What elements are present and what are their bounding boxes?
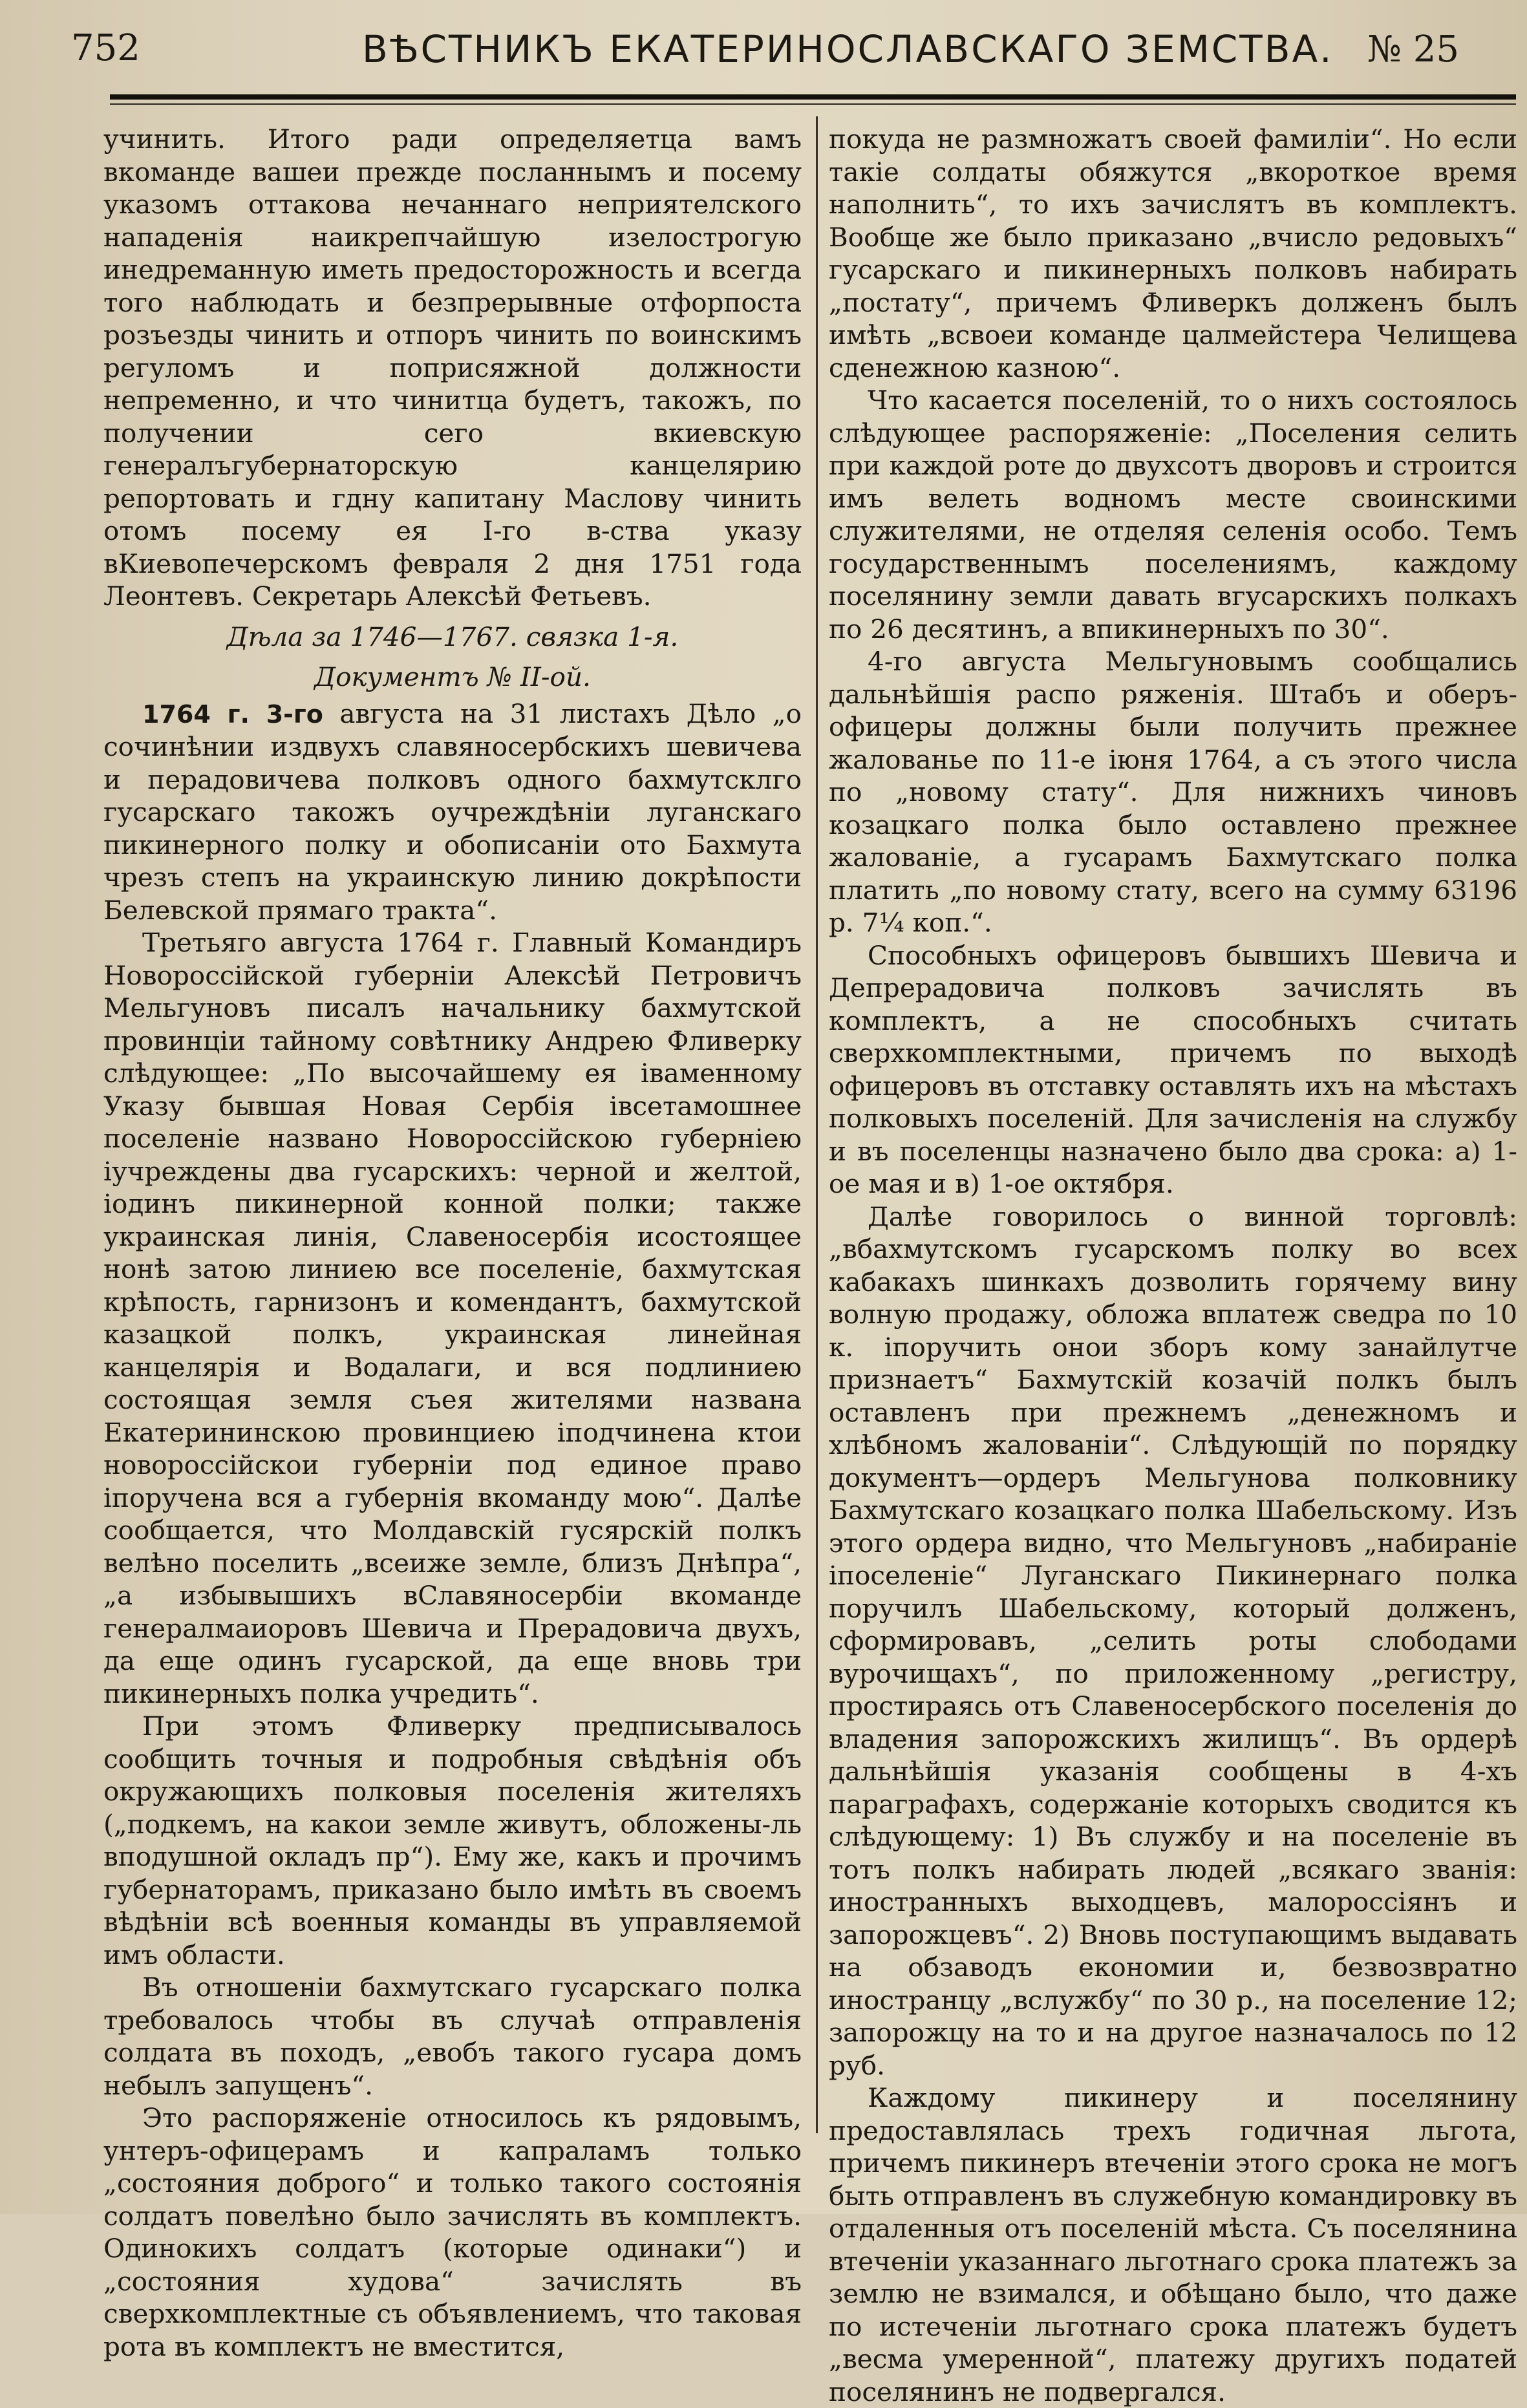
- left-paragraph-2-text: августа на 31 листахъ Дѣло „о сочинѣнии издвухъ славяносербскихъ шевичева и перадовичева полковъ одного бахмутсклго гусарскаго такожъ оучреждѣнiи луганскаго пикинерного полку и обописанiи ото Бахмута чрезъ степъ на украинскую линию докрѣпости Белевской прямаго тракта“.: [103, 698, 802, 926]
- archive-reference: Дѣла за 1746—1767. связка 1-я.: [226, 621, 679, 652]
- left-paragraph-1: учинить. Итого ради определяетца вамъ вкоманде вашеи прежде посланнымъ и посему указомъ оттакова нечаннаго неприятелского нападенія наикрепчайшую изелострогую инедреманную иметь предосторожность и всегда того наблюдать и безпрерывные отфорпоста розъезды чинить и отпоръ чинить по воинскимъ регуломъ и поприсяжной должности непременно, и что чинитца будетъ, такожъ, по получении сего вкиевскую генералъгубернаторскую канцелярию репортовать и гдну капитану Маслову чинить отомъ посему ея I-го в-ства указу вКиевопечерскомъ февраля 2 дня 1751 года Леонтевъ. Секретарь Алексѣй Фетьевъ.: [103, 123, 802, 612]
- right-paragraph-1: покуда не размножатъ своей фамилiи“. Но если такіе солдаты обяжутся „вкороткое время наполнить“, то ихъ зачислятъ въ комплектъ. Вообще же было приказано „вчисло редовыхъ“ гусарскаго и пикинерныхъ полковъ набирать „постату“, причемъ Фливеркъ долженъ былъ имѣть „всвоеи команде цалмейстера Челищева сденежною казною“.: [829, 123, 1517, 383]
- right-column: [829, 123, 1517, 2407]
- right-paragraph-2: Что касается поселеній, то о нихъ состоялось слѣдующее распоряженіе: „Поселения селить при каждой роте до двухсотъ дворовъ и строится имъ велеть водномъ месте своинскими служителями, не отделяя селенія особо. Темъ государственнымъ поселениямъ, каждому поселянину земли давать вгусарскихъ полкахъ по 26 десятинъ, а впикинерныхъ по 30“.: [829, 385, 1517, 645]
- right-paragraph-4: Способныхъ офицеровъ бывшихъ Шевича и Депрерадовича полковъ зачислять въ комплектъ, а не способныхъ считать сверхкомплектными, причемъ по выходѣ офицеровъ въ отставку оставлять ихъ на мѣстахъ полковыхъ поселеній. Для зачисленія на службу и въ поселенцы назначено было два срока: а) 1-ое мая и в) 1-ое октября.: [829, 939, 1517, 1199]
- right-paragraph-6: Каждому пикинеру и поселянину предоставлялась трехъ годичная льгота, причемъ пикинеръ втеченіи этого срока не могъ быть отправленъ въ служебную командировку въ отдаленныя отъ поселеній мѣста. Съ поселянина втеченіи указаннаго льготнаго срока платежъ за землю не взимался, и обѣщано было, что даже по истеченіи льготнаго срока платежъ будетъ „весма умеренной“, платежу другихъ податей поселянинъ не подвергался.: [829, 2082, 1517, 2407]
- right-paragraph-5: Далѣе говорилось о винной торговлѣ: „вбахмутскомъ гусарскомъ полку во всех кабакахъ шинкахъ дозволить горячему вину волную продажу, обложа вплатеж сведра по 10 к. іпоручить онои зборъ кому занайлутче признаетъ“ Бахмутскій козачій полкъ былъ оставленъ при прежнемъ „денежномъ и хлѣбномъ жалованіи“. Слѣдующій по порядку документъ—ордеръ Мельгунова полковнику Бахмутскаго козацкаго полка Шабельскому. Изъ этого ордера видно, что Мельгуновъ „набираніе іпоселеніе“ Луганскаго Пикинернаго полка поручилъ Шабельскому, который долженъ, сформировавъ, „селить роты слободами вурочищахъ“, по приложенному „регистру, простираясь отъ Славеносербского поселенія до владения запорожскихъ жилищъ“. Въ ордерѣ дальнѣйшія указанія сообщены в 4-хъ параграфахъ, содержаніе которыхъ сводится къ слѣдующему: 1) Въ службу и на поселеніе въ тотъ полкъ набирать людей „всякаго званія: иностранныхъ выходцевъ, малороссіянъ и запорожцевъ“. 2) Вновь поступающимъ выдавать на обзаводъ економии и, безвозвратно иностранцу „вслужбу“ по 30 р., на поселение 12; запорожцу на то и на другое назначалось по 12 руб.: [829, 1200, 1517, 2081]
- issue-number: № 25: [1367, 28, 1460, 70]
- document-heading: Документъ № II-ой.: [314, 661, 591, 692]
- column-divider: [816, 116, 818, 2133]
- journal-title: ВѢСТНИКЪ ЕКАТЕРИНОСЛАВСКАГО ЗЕМСТВА.: [362, 27, 1334, 71]
- document-date: 1764 г. 3-го: [142, 699, 323, 729]
- page-number: 752: [71, 27, 140, 69]
- right-paragraph-3: 4-го августа Мельгуновымъ сообщались дальнѣйшія распо ряженія. Штабъ и оберъ-офицеры должны были получить прежнее жалованье по 11-е іюня 1764, а съ этого числа по „новому стату“. Для нижнихъ чиновъ козацкаго полка было оставлено прежнее жалованіе, а гусарамъ Бахмутскаго полка платить „по новому стату, всего на сумму 63196 р. 7¼ коп.“.: [829, 646, 1517, 938]
- header-rule-thin: [110, 103, 1516, 105]
- left-paragraph-6: Это распоряженіе относилось къ рядовымъ, унтеръ-офицерамъ и капраламъ только „состояния доброго“ и только такого состоянія солдатъ повелѣно было зачислять въ комплектъ. Одинокихъ солдатъ (которые одинаки“) и „состояния худова“ зачислять въ сверхкомплектные съ объявлениемъ, что таковая рота въ комплектъ не вместится,: [103, 2102, 802, 2362]
- left-paragraph-3: Третьяго августа 1764 г. Главный Командиръ Новороссійской губерніи Алексѣй Петровичъ Мельгуновъ писалъ начальнику бахмутской провинціи тайному совѣтнику Андрею Фливерку слѣдующее: „По высочайшему ея іваменному Указу бывшая Новая Сербія івсетамошнее поселеніе названо Новороссійскою губерніею іучреждены два гусарскихъ: черной и желтой, іодинъ пикинерной конной полки; также украинская линія, Славеносербія исостоящее нонѣ затою линиею все поселеніе, бахмутская крѣпость, гарнизонъ и комендантъ, бахмутской казацкой полкъ, украинская линейная канцелярія и Водалаги, и вся подлиниею состоящая земля съея жителями названа Екатерининскою провинциею іподчинена ктои новороссійскои губерніи под единое право іпоручена вся а губернія вкоманду мою“. Далѣе сообщается, что Молдавскій гусярскій полкъ велѣно поселить „всеиже земле, близъ Днѣпра“, „а избывышихъ вСлавяносербіи вкоманде генералмаиоровъ Шевича и Прерадовича двухъ, да еще одинъ гусарской, да еще вновь три пикинерныхъ полка учредить“.: [103, 927, 802, 1709]
- left-paragraph-5: Въ отношеніи бахмутскаго гусарскаго полка требовалось чтобы въ случаѣ отправленія солдата въ походъ, „евобъ такого гусара домъ небылъ запущенъ“.: [103, 1972, 802, 2101]
- left-paragraph-2: [103, 698, 802, 927]
- header-rule-thick: [110, 94, 1516, 100]
- left-column: [103, 123, 802, 2362]
- left-paragraph-4: При этомъ Фливерку предписывалось сообщить точныя и подробныя свѣдѣнія объ окружающихъ полковыя поселенія жителяхъ („подкемъ, на какои земле живутъ, обложены-ль вподушной окладъ пр“). Ему же, какъ и прочимъ губернаторамъ, приказано было имѣть въ своемъ вѣдѣніи всѣ военныя команды въ управляемой имъ области.: [103, 1710, 802, 1970]
